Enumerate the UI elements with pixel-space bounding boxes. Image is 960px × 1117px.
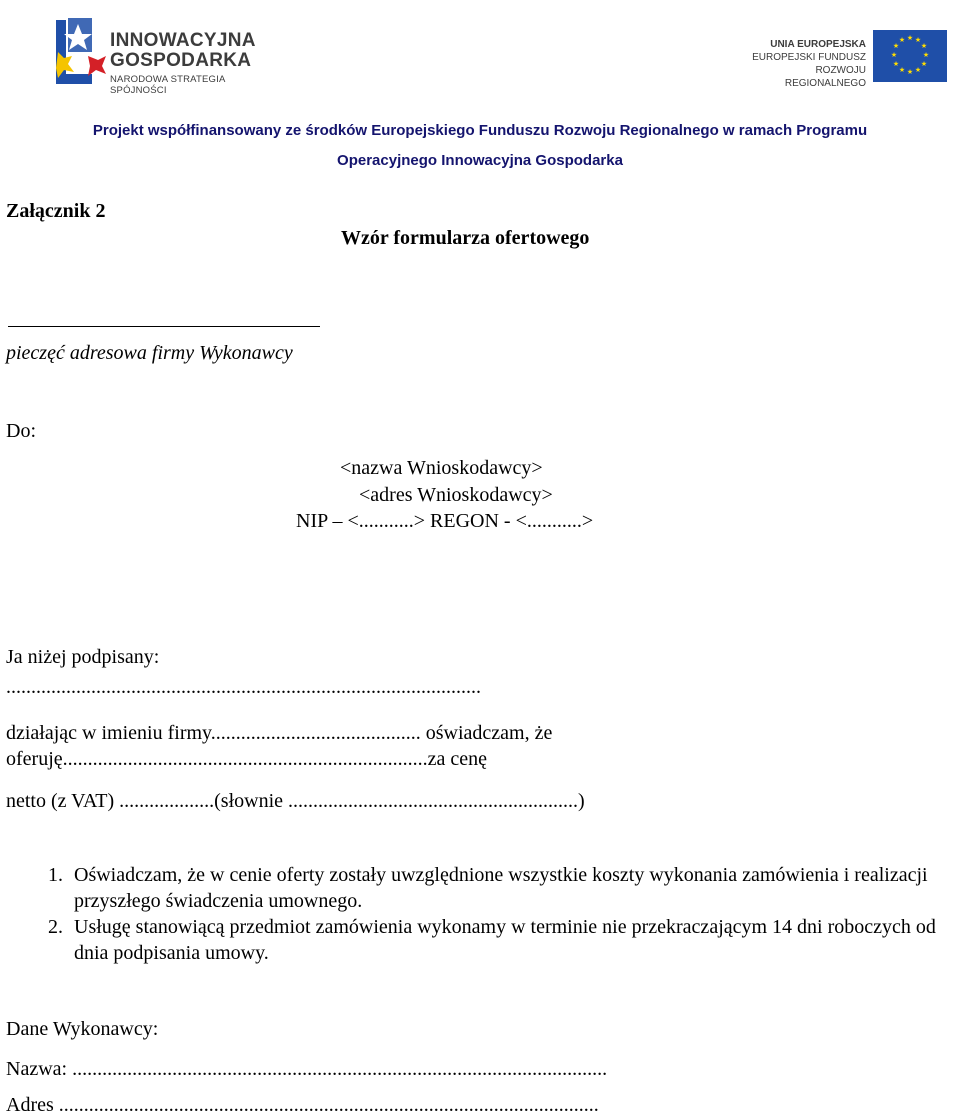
innowacyjna-gospodarka-logo [48, 12, 278, 96]
eu-flag-icon [873, 30, 947, 82]
contractor-address-line: Adres ............................................................................................................ [6, 1094, 599, 1116]
eu-logo-line1: UNIA EUROPEJSKA [770, 39, 866, 50]
to-label: Do: [6, 420, 36, 442]
svg-text:★: ★ [892, 42, 900, 50]
list-item-number: 1. [48, 864, 63, 886]
list-item-number: 2. [48, 916, 63, 938]
svg-text:★: ★ [920, 42, 928, 50]
svg-text:★: ★ [906, 68, 914, 76]
svg-text:★: ★ [906, 34, 914, 42]
svg-text:★: ★ [890, 51, 898, 59]
svg-text:★: ★ [920, 60, 928, 68]
logo-text-line2: GOSPODARKA [110, 50, 252, 71]
project-info-line2: Operacyjnego Innowacyjna Gospodarka [337, 152, 623, 169]
svg-text:★: ★ [898, 66, 906, 74]
document-title: Wzór formularza ofertowego [341, 227, 590, 249]
list-item-text: Oświadczam, że w cenie oferty zostały uwzględnione wszystkie koszty wykonania zamówienia i realizacji przyszłego świadczenia umownego. [74, 864, 928, 912]
eu-logo [735, 28, 950, 89]
recipient-address: <adres Wnioskodawcy> [359, 484, 553, 506]
svg-text:★: ★ [892, 60, 900, 68]
signer-intro: Ja niżej podpisany: [6, 646, 160, 668]
contractor-heading: Dane Wykonawcy: [6, 1018, 159, 1040]
list-item-text: Usługę stanowiącą przedmiot zamówienia wykonamy w terminie nie przekraczającym 14 dni roboczych od dnia podpisania umowy. [74, 916, 936, 964]
svg-text:★: ★ [914, 66, 922, 74]
logo-text-line1: INNOWACYJNA [110, 30, 256, 51]
attachment-label: Załącznik 2 [6, 200, 106, 222]
offer-line: oferuję.........................................................................za cenę [6, 748, 488, 770]
net-price-line: netto (z VAT) ...................(słownie ..........................................................) [6, 790, 585, 812]
signer-dots: ............................................................................................... [6, 676, 481, 698]
recipient-ids: NIP – <...........> REGON - <...........> [296, 510, 594, 532]
eu-logo-line2: EUROPEJSKI FUNDUSZ [752, 52, 866, 63]
contractor-name-line: Nazwa: ........................................................................................................... [6, 1058, 608, 1080]
project-info-line1: Projekt współfinansowany ze środków Europejskiego Funduszu Rozwoju Regionalnego w ramach Programu [92, 122, 868, 139]
stamp-caption: pieczęć adresowa firmy Wykonawcy [6, 342, 293, 364]
stamp-line [8, 326, 320, 327]
eu-logo-line3: ROZWOJU REGIONALNEGO [784, 65, 866, 89]
recipient-name: <nazwa Wnioskodawcy> [340, 457, 543, 479]
innowacyjna-gospodarka-emblem-icon [48, 12, 108, 92]
acting-line: działając w imieniu firmy.......................................... oświadczam, że [6, 722, 553, 744]
svg-text:★: ★ [922, 51, 930, 59]
svg-text:★: ★ [898, 36, 906, 44]
svg-text:★: ★ [914, 36, 922, 44]
logo-text-line3: NARODOWA STRATEGIA SPÓJNOŚCI [110, 74, 225, 96]
